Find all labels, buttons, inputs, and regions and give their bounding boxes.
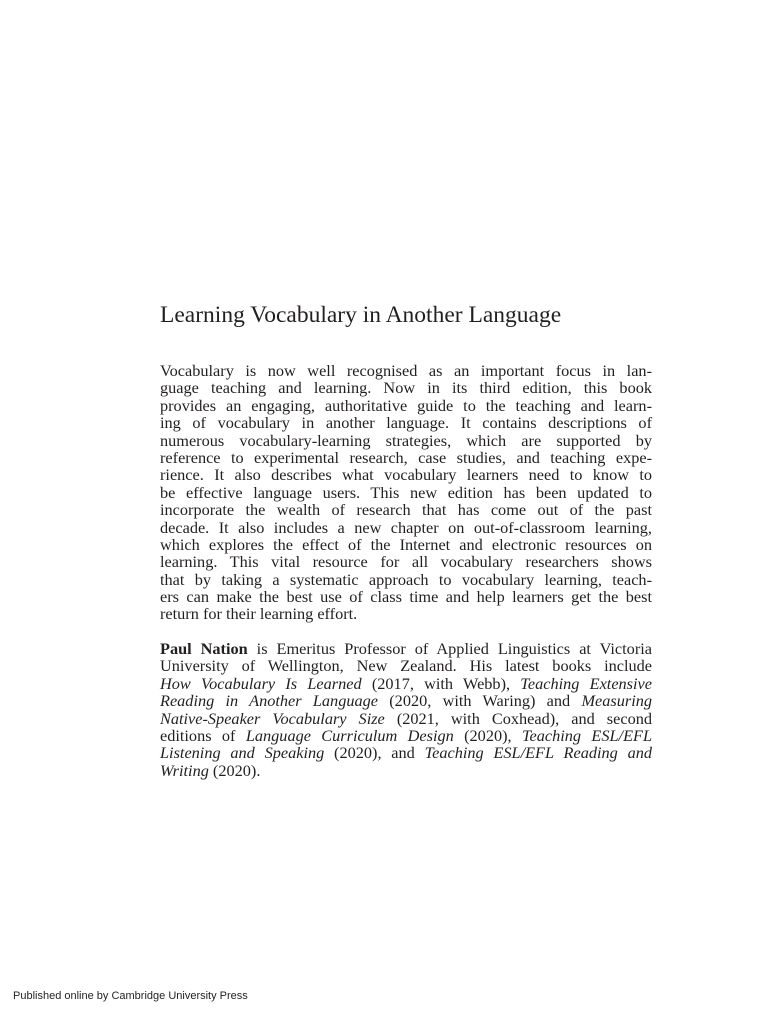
bio-line (160, 692, 652, 709)
author-bio (160, 640, 652, 779)
citation-note: (2020), (453, 725, 522, 745)
description-line: be effective language users. This new edition has been updated to (160, 482, 652, 502)
publisher-footer: Published online by Cambridge University Press (13, 990, 248, 1002)
author-name: Paul Nation (160, 639, 248, 658)
description-line: provides an engaging, authoritative guide to the teaching and learn- (160, 395, 652, 415)
citation-note: (2017, with Webb), (361, 673, 521, 693)
description-line: rience. It also describes what vocabulary learners need to know to (160, 465, 652, 485)
bio-text: editions of (160, 725, 246, 745)
citation-note: (2020, with Waring) and (378, 691, 582, 711)
citation-note: (2020). (208, 760, 261, 780)
book-title-citation: How Vocabulary Is Learned (160, 673, 362, 693)
description-line: ers can make the best use of class time and help learners get the best (160, 587, 652, 607)
book-title-citation: Reading in Another Language (160, 691, 378, 711)
bio-line (160, 762, 652, 779)
book-title-citation: Teaching ESL/EFL (521, 725, 653, 745)
bio-line (160, 744, 652, 761)
bio-line (160, 675, 652, 692)
description-line: Vocabulary is now well recognised as an important focus in lan- (160, 361, 652, 380)
book-title-citation: Listening and Speaking (160, 743, 325, 763)
bio-line (160, 710, 652, 727)
book-title: Learning Vocabulary in Another Language (160, 302, 562, 328)
book-title-citation: Measuring (581, 691, 652, 711)
description-line: which explores the effect of the Internet and electronic resources on (160, 534, 652, 554)
description-line: reference to experimental research, case studies, and teaching expe- (160, 447, 652, 467)
citation-note: (2020), and (324, 743, 425, 763)
bio-line (160, 640, 652, 657)
book-title-citation: Writing (160, 760, 209, 780)
description-line: that by taking a systematic approach to vocabulary learning, teach- (160, 569, 652, 589)
description-line: decade. It also includes a new chapter on out-of-classroom learning, (160, 517, 652, 537)
description-line: numerous vocabulary-learning strategies, which are supported by (160, 430, 652, 450)
description-line: incorporate the wealth of research that has come out of the past (160, 500, 652, 520)
description-line: guage teaching and learning. Now in its third edition, this book (160, 378, 652, 398)
book-title-citation: Teaching Extensive (520, 673, 652, 693)
book-title-citation: Teaching ESL/EFL Reading and (424, 743, 652, 763)
book-title-citation: Language Curriculum Design (245, 725, 454, 745)
book-title-citation: Native-Speaker Vocabulary Size (160, 708, 385, 728)
bio-line (160, 727, 652, 744)
bio-line: University of Wellington, New Zealand. His latest books include (160, 656, 652, 676)
bio-text: is Emeritus Professor of Applied Linguistics at Victoria (247, 639, 652, 658)
citation-note: (2021, with Coxhead), and second (384, 708, 652, 728)
book-description (160, 362, 652, 623)
description-line: learning. This vital resource for all vocabulary researchers shows (160, 552, 652, 572)
description-line: return for their learning effort. (160, 604, 358, 624)
description-line: ing of vocabulary in another language. It contains descriptions of (160, 413, 652, 433)
